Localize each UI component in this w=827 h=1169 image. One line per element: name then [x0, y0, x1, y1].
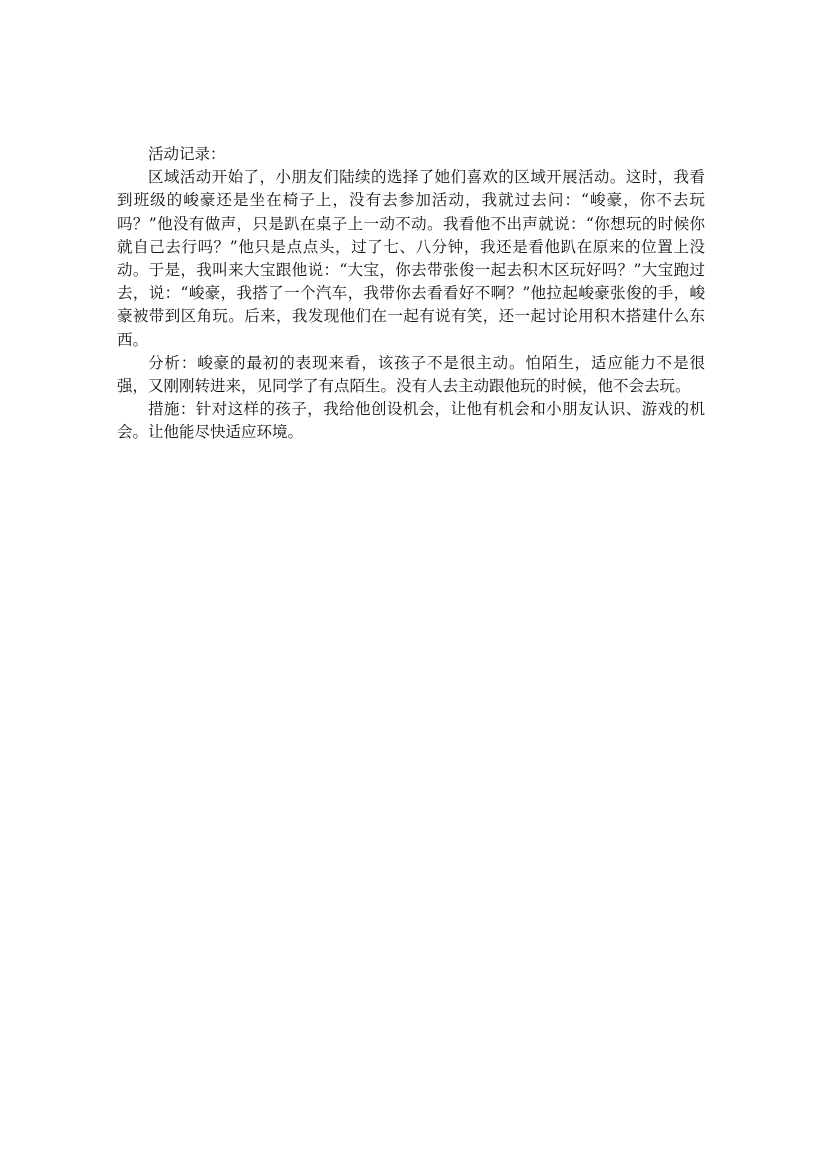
activity-record-heading: 活动记录： [148, 145, 226, 163]
activity-record-paragraph: 区域活动开始了，小朋友们陆续的选择了她们喜欢的区域开展活动。这时，我看到班级的峻豪还是坐在椅子上，没有去参加活动，我就过去问：“峻豪，你不去玩吗？”他没有做声，只是趴在桌子上一动不动。我看他不出声就说：“你想玩的时候你就自己去行吗？”他只是点点头，过了七、八分钟，我还是看他趴在原来的位置上没动。于是，我叫来大宝跟他说：“大宝，你去带张俊一起去积木区玩好吗？”大宝跑过去，说：“峻豪，我搭了一个汽车，我带你去看看好不啊？”他拉起峻豪张俊的手，峻豪被带到区角玩。后来，我发现他们在一起有说有笑，还一起讨论用积木搭建什么东西。 [117, 168, 705, 349]
document-page [117, 143, 705, 445]
measures-paragraph: 措施：针对这样的孩子，我给他创设机会，让他有机会和小朋友认识、游戏的机会。让他能尽快适应环境。 [117, 400, 705, 442]
analysis-paragraph: 分析：峻豪的最初的表现来看，该孩子不是很主动。怕陌生，适应能力不是很强，又刚刚转进来，见同学了有点陌生。没有人去主动跟他玩的时候，他不会去玩。 [117, 353, 705, 396]
